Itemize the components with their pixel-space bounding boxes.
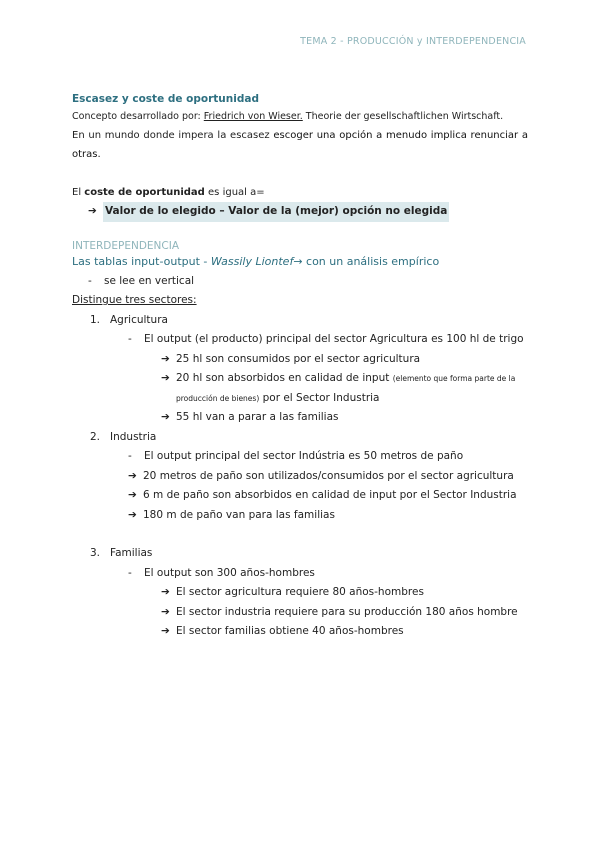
sector-industria: 2. Industria (90, 430, 157, 443)
sector-output: - El output son 300 años-hombres (128, 566, 315, 579)
sectors-intro: Distingue tres sectores: (72, 294, 197, 306)
arrow-icon: ➔ (128, 508, 137, 521)
formula-row (72, 202, 528, 222)
input-output-line: Las tablas input-output - Wassily Liontef→ con un análisis empírico (72, 254, 440, 268)
list-item: ➔ 25 hl son consumidos por el sector agricultura (72, 350, 528, 370)
formula-highlight: Valor de lo elegido – Valor de la (mejor) opción no elegida (103, 202, 449, 222)
interdependencia-title: INTERDEPENDENCIA (72, 239, 180, 252)
list-item: ➔ 20 metros de paño son utilizados/consumidos por el sector agricultura (72, 467, 528, 487)
arrow-icon: ➔ (128, 469, 137, 482)
opportunity-cost-line: El coste de oportunidad es igual a= (72, 187, 265, 198)
list-item: ➔ 55 hl van a parar a las familias (72, 408, 528, 428)
sector-familias: 3. Familias (90, 547, 153, 559)
document-body (72, 90, 528, 642)
vertical-note: - se lee en vertical (88, 274, 195, 287)
arrow-icon: ➔ (161, 586, 170, 598)
arrow-icon: ➔ (161, 411, 170, 423)
list-item: ➔ 20 hl son absorbidos en calidad de input (elemento que forma parte de la producción de bienes) por el Sector Industria (72, 369, 528, 408)
arrow-icon: ➔ (161, 352, 170, 365)
list-item: ➔ El sector familias obtiene 40 años-hombres (72, 622, 528, 642)
concept-line: Concepto desarrollado por: Friedrich von Wieser. Theorie der gesellschaftlichen Wirtschaft. (72, 111, 504, 122)
scarcity-heading: Escasez y coste de oportunidad (72, 93, 259, 105)
sector-output: - El output principal del sector Indústria es 50 metros de paño (128, 450, 464, 462)
author-link[interactable]: Friedrich von Wieser. (203, 111, 303, 122)
page-header-title: TEMA 2 - PRODUCCIÓN y INTERDEPENDENCIA (300, 36, 526, 47)
list-item: ➔ El sector agricultura requiere 80 años-hombres (72, 583, 528, 603)
sector-agricultura: 1. Agricultura (90, 313, 168, 326)
arrow-icon: ➔ (161, 625, 170, 637)
scarcity-paragraph: En un mundo donde impera la escasez escoger una opción a menudo implica renunciar a otras. (72, 130, 528, 160)
list-item: ➔ 6 m de paño son absorbidos en calidad de input por el Sector Industria (72, 486, 528, 506)
list-item: ➔ El sector industria requiere para su producción 180 años hombre (72, 603, 528, 623)
arrow-icon: ➔ (161, 605, 170, 618)
arrow-icon: ➔ (88, 205, 97, 217)
arrow-icon: ➔ (128, 489, 137, 501)
arrow-icon: ➔ (161, 372, 170, 384)
sector-output: - El output (el producto) principal del sector Agricultura es 100 hl de trigo (128, 333, 524, 345)
list-item: ➔ 180 m de paño van para las familias (72, 506, 528, 526)
